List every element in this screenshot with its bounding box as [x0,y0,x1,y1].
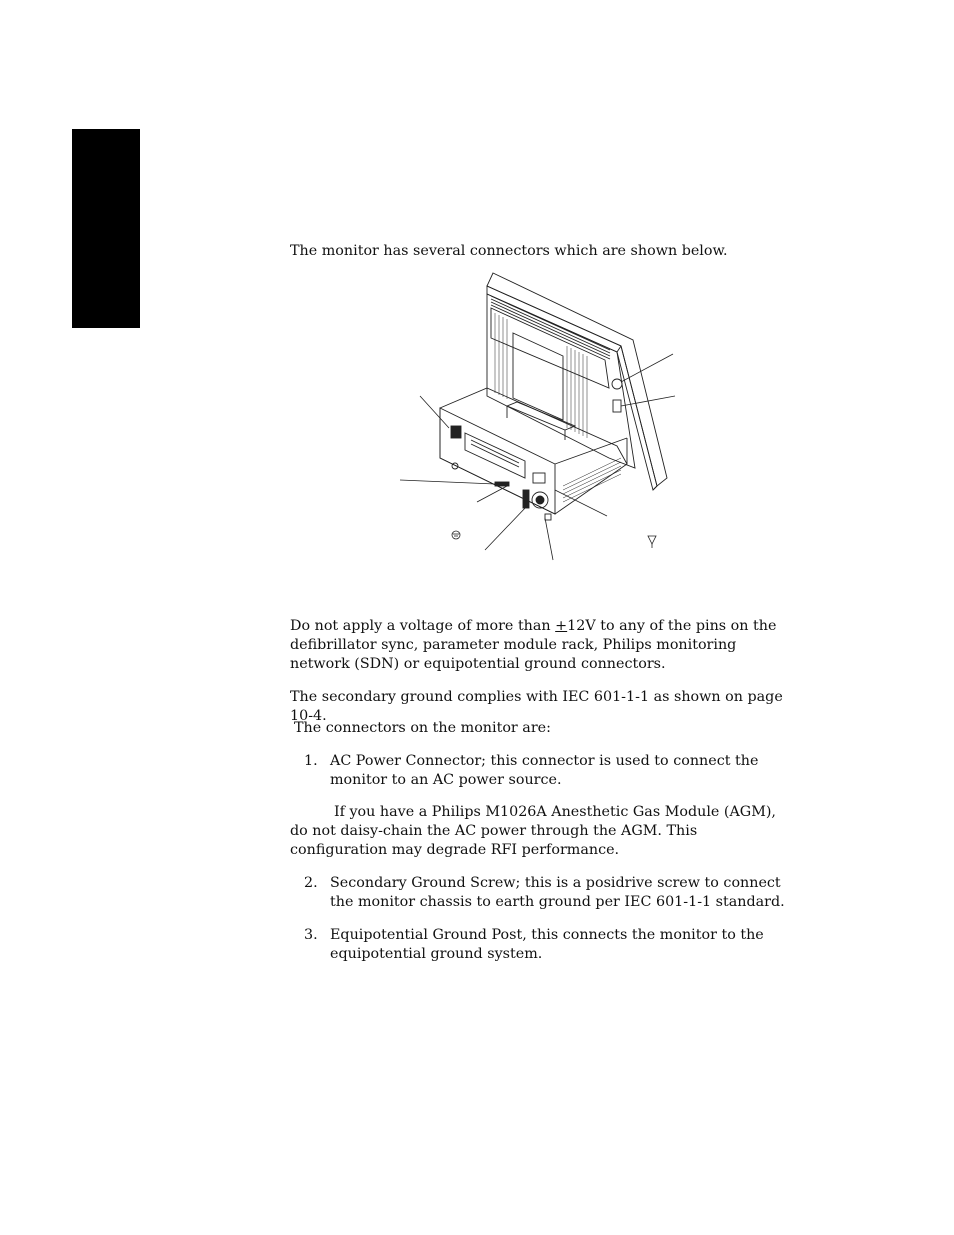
list-item-text: Secondary Ground Screw; this is a posidrive screw to connect the monitor chassis to earth ground per IEC 601-1-1 standard. [330,875,785,910]
list-item-text: AC Power Connector; this connector is used to connect the monitor to an AC power source. [330,753,759,788]
intro-paragraph: The monitor has several connectors which are shown below. [290,243,728,259]
chapter-side-tab [72,129,140,328]
warning-text-after: 12V to any of the pins on the defibrillator sync, parameter module rack, Philips monitoring network (SDN) or equipotential ground connectors. [290,618,777,672]
monitor-display-bezel [487,273,667,490]
list-item [290,926,790,964]
connectors-lead-text: The connectors on the monitor are: [294,720,551,736]
agm-note [290,803,790,860]
agm-note-text: If you have a Philips M1026A Anesthetic Gas Module (AGM), do not daisy-chain the AC power through the AGM. This configuration may degrade RFI performance. [290,804,776,858]
warning-text-before: Do not apply a voltage of more than [290,618,556,634]
warning-plus-sign: + [555,618,568,634]
voltage-warning [290,617,790,674]
list-item-number: 3. [304,927,318,943]
list-item-number: 1. [304,753,318,769]
ground-symbol-icons [452,531,656,548]
secondary-ground-paragraph: The secondary ground complies with IEC 601-1-1 as shown on page 10-4. [290,689,783,724]
list-item-number: 2. [304,875,318,891]
list-item-text: Equipotential Ground Post, this connects the monitor to the equipotential ground system. [330,927,764,962]
list-item [290,874,790,912]
list-item [290,752,790,790]
monitor-connectors-illustration [395,268,685,568]
monitor-base-unit [440,379,627,520]
callout-lines [400,354,675,560]
